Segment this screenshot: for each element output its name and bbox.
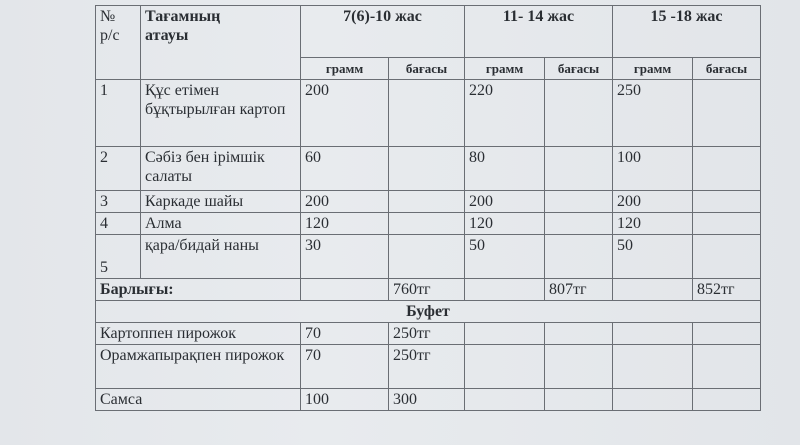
price-header-1: бағасы	[389, 58, 465, 80]
dish-name: Каркаде шайы	[141, 191, 301, 213]
gram-cell: 60	[301, 147, 389, 191]
empty-cell	[693, 389, 761, 411]
dish-name: Құс етімен бұқтырылған картоп	[141, 80, 301, 147]
total-price-2: 807тг	[545, 279, 613, 301]
gram-cell: 200	[301, 80, 389, 147]
empty-cell	[545, 345, 613, 389]
price-cell	[693, 191, 761, 213]
empty-cell	[613, 389, 693, 411]
age-group-1: 7(6)-10 жас	[301, 6, 465, 58]
gram-cell: 30	[301, 235, 389, 279]
gram-cell: 50	[613, 235, 693, 279]
gram-cell: 220	[465, 80, 545, 147]
row-number: 3	[96, 191, 141, 213]
price-cell	[693, 213, 761, 235]
gram-cell: 120	[465, 213, 545, 235]
price-cell	[389, 191, 465, 213]
gram-cell: 200	[301, 191, 389, 213]
buffet-row	[96, 389, 761, 411]
buffet-item-name: Орамжапырақпен пирожок	[96, 345, 301, 389]
age-group-3: 15 -18 жас	[613, 6, 761, 58]
col-number-header	[96, 6, 141, 80]
age-group-2: 11- 14 жас	[465, 6, 613, 58]
total-row	[96, 279, 761, 301]
total-empty	[613, 279, 693, 301]
total-empty	[465, 279, 545, 301]
table-row	[96, 235, 761, 279]
price-cell	[693, 147, 761, 191]
buffet-item-gram: 70	[301, 323, 389, 345]
price-cell	[545, 191, 613, 213]
buffet-item-name: Картоппен пирожок	[96, 323, 301, 345]
gram-cell: 100	[613, 147, 693, 191]
table-row	[96, 191, 761, 213]
buffet-item-price: 250тг	[389, 345, 465, 389]
price-cell	[545, 80, 613, 147]
header-row	[96, 6, 761, 58]
dish-name: қара/бидай наны	[141, 235, 301, 279]
table-row	[96, 147, 761, 191]
price-cell	[389, 235, 465, 279]
price-cell	[389, 80, 465, 147]
empty-cell	[465, 323, 545, 345]
buffet-item-gram: 70	[301, 345, 389, 389]
buffet-item-name: Самса	[96, 389, 301, 411]
buffet-row	[96, 345, 761, 389]
empty-cell	[545, 389, 613, 411]
dish-name: Алма	[141, 213, 301, 235]
empty-cell	[613, 345, 693, 389]
gram-header-2: грамм	[465, 58, 545, 80]
price-cell	[693, 80, 761, 147]
empty-cell	[545, 323, 613, 345]
gram-cell: 80	[465, 147, 545, 191]
price-cell	[545, 235, 613, 279]
col-number-line1: №	[100, 8, 116, 25]
price-cell	[545, 147, 613, 191]
total-empty	[301, 279, 389, 301]
total-price-1: 760тг	[389, 279, 465, 301]
table-row	[96, 80, 761, 147]
buffet-item-price: 250тг	[389, 323, 465, 345]
buffet-item-gram: 100	[301, 389, 389, 411]
gram-cell: 250	[613, 80, 693, 147]
gram-cell: 120	[613, 213, 693, 235]
gram-cell: 120	[301, 213, 389, 235]
dish-name: Сәбіз бен ірімшік салаты	[141, 147, 301, 191]
buffet-item-price: 300	[389, 389, 465, 411]
row-number: 4	[96, 213, 141, 235]
empty-cell	[693, 345, 761, 389]
buffet-header-row	[96, 301, 761, 323]
col-number-line2: р/с	[100, 27, 120, 44]
row-number: 2	[96, 147, 141, 191]
gram-cell: 200	[465, 191, 545, 213]
empty-cell	[613, 323, 693, 345]
total-label: Барлығы:	[96, 279, 301, 301]
price-cell	[389, 147, 465, 191]
price-header-2: бағасы	[545, 58, 613, 80]
gram-header-3: грамм	[613, 58, 693, 80]
price-cell	[389, 213, 465, 235]
price-cell	[693, 235, 761, 279]
gram-cell: 50	[465, 235, 545, 279]
empty-cell	[693, 323, 761, 345]
table-row	[96, 213, 761, 235]
gram-cell: 200	[613, 191, 693, 213]
price-cell	[545, 213, 613, 235]
gram-header-1: грамм	[301, 58, 389, 80]
buffet-row	[96, 323, 761, 345]
price-header-3: бағасы	[693, 58, 761, 80]
row-number: 5	[96, 235, 141, 279]
total-price-3: 852тг	[693, 279, 761, 301]
col-name-header	[141, 6, 301, 80]
col-name-line1: Тағамның	[145, 8, 221, 25]
row-number: 1	[96, 80, 141, 147]
empty-cell	[465, 345, 545, 389]
col-name-line2: атауы	[145, 27, 189, 44]
menu-table	[95, 5, 761, 411]
empty-cell	[465, 389, 545, 411]
buffet-title: Буфет	[96, 301, 761, 323]
